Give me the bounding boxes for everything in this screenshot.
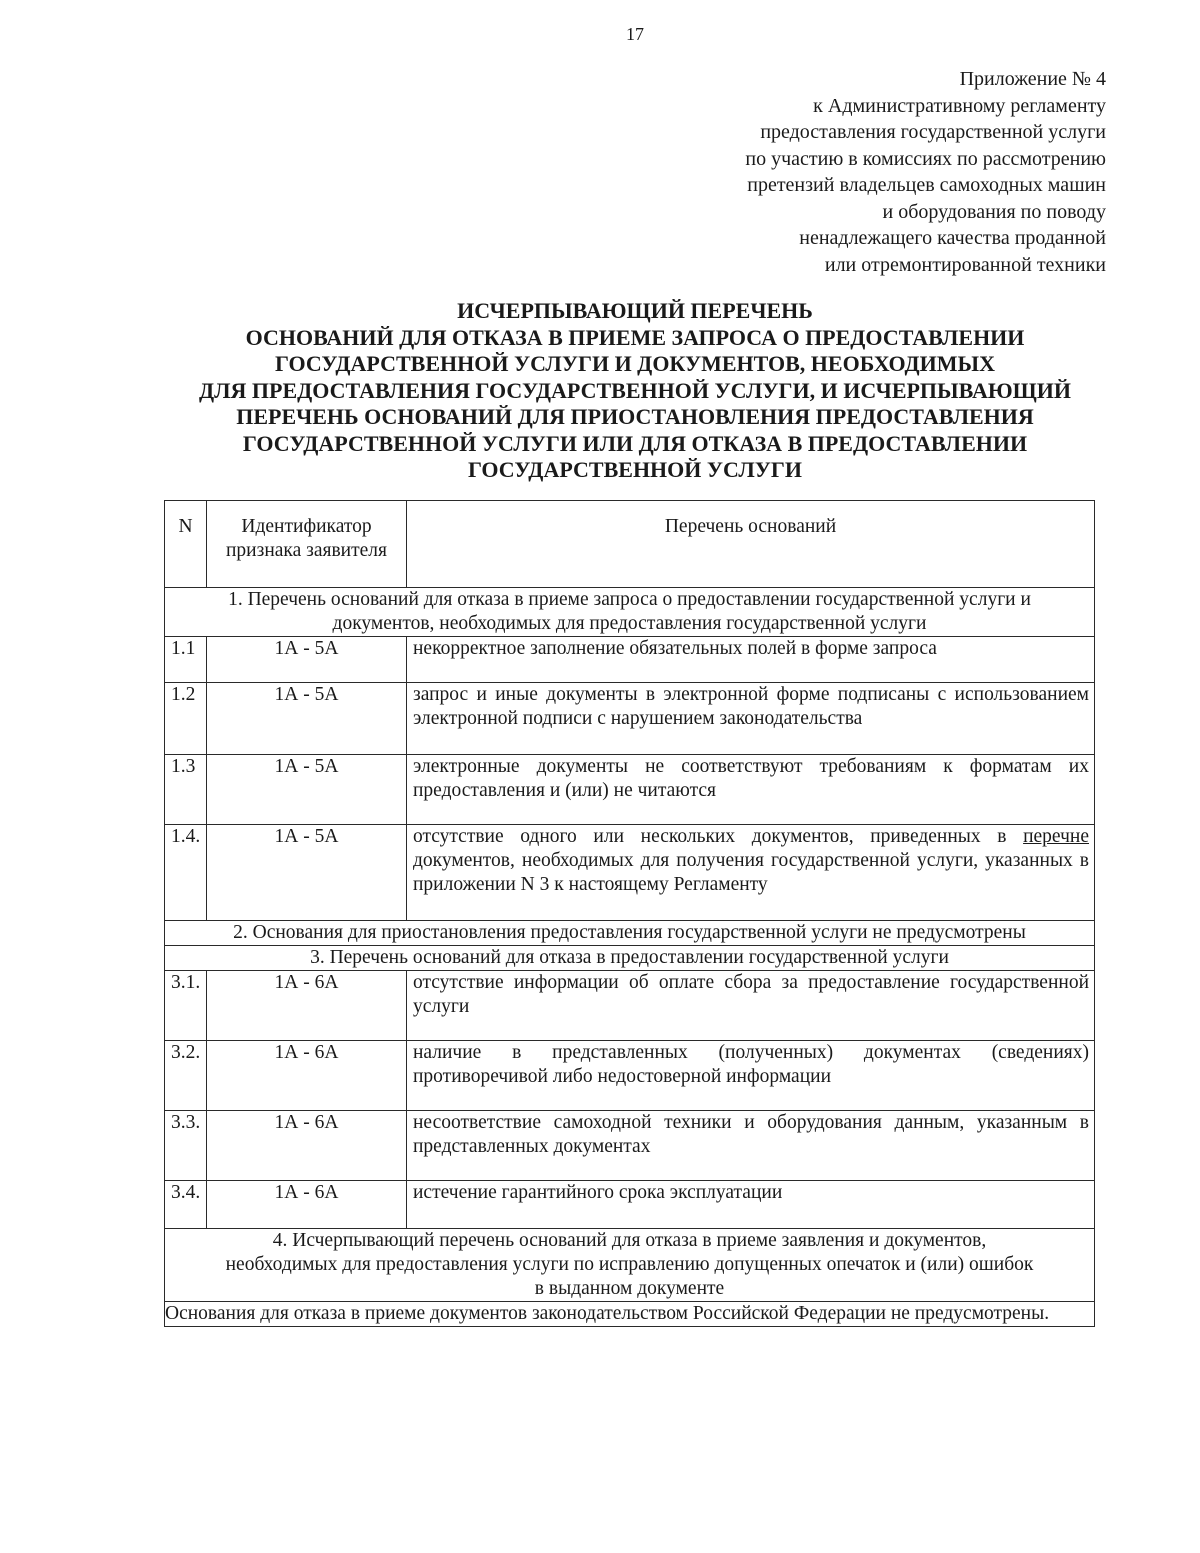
section-4-line: в выданном документе [534,1278,725,1299]
list-reference-link[interactable]: перечне [1023,826,1089,847]
section-row-1 [165,588,1095,637]
table-row [165,683,1095,755]
title-line: ДЛЯ ПРЕДОСТАВЛЕНИЯ ГОСУДАРСТВЕННОЙ УСЛУГИ, И ИСЧЕРПЫВАЮЩИЙ [199,377,1071,403]
document-title [120,298,1150,484]
table-row [165,825,1095,921]
header-n: N [165,501,207,588]
section-2-title: 2. Основания для приостановления предоставления государственной услуги не предусмотрены [165,921,1095,946]
row-text-part: документов, необходимых для получения государственной услуги, указанных в приложении N 3 к настоящему Регламенту [413,850,1089,895]
row-number: 3.1. [165,971,207,1041]
title-line: ИСЧЕРПЫВАЮЩИЙ ПЕРЕЧЕНЬ [457,298,813,323]
table-row [165,1041,1095,1111]
annex-line: претензий владельцев самоходных машин [747,174,1106,196]
section-4-line: 4. Исчерпывающий перечень оснований для отказа в приеме заявления и документов, [272,1230,987,1251]
section-3-title: 3. Перечень оснований для отказа в предоставлении государственной услуги [165,946,1095,971]
section-row-4 [165,1229,1095,1302]
row-identifier: 1А - 6А [207,1111,407,1181]
row-text: некорректное заполнение обязательных полей в форме запроса [407,637,1095,683]
annex-line: Приложение № 4 [959,68,1106,90]
annex-header [546,66,1106,278]
page-number: 17 [626,24,644,44]
row-number: 3.4. [165,1181,207,1229]
title-line: ОСНОВАНИЙ ДЛЯ ОТКАЗА В ПРИЕМЕ ЗАПРОСА О ПРЕДОСТАВЛЕНИИ [245,324,1025,350]
row-number: 1.3 [165,755,207,825]
annex-line: и оборудования по поводу [882,200,1106,223]
row-identifier: 1А - 5А [207,825,407,921]
header-identifier-line: Идентификатор [241,516,372,537]
table-row [165,755,1095,825]
title-line: ГОСУДАРСТВЕННОЙ УСЛУГИ И ДОКУМЕНТОВ, НЕОБХОДИМЫХ [275,351,995,376]
row-text: запрос и иные документы в электронной форме подписаны с использованием электронной подписи с нарушением законодательства [407,683,1095,755]
row-identifier: 1А - 5А [207,755,407,825]
annex-line: или отремонтированной техники [824,253,1106,276]
annex-line: ненадлежащего качества проданной [799,227,1106,249]
row-text-part: отсутствие одного или нескольких документов, приведенных в [413,826,1024,847]
row-identifier: 1А - 6А [207,1041,407,1111]
row-number: 3.2. [165,1041,207,1111]
row-number: 3.3. [165,1111,207,1181]
header-identifier [207,501,407,588]
section-4-title [165,1229,1095,1302]
table-row [165,1181,1095,1229]
row-text: несоответствие самоходной техники и оборудования данным, указанным в представленных документах [407,1111,1095,1181]
row-identifier: 1А - 6А [207,1181,407,1229]
row-text: истечение гарантийного срока эксплуатации [407,1181,1095,1229]
section-row-3 [165,946,1095,971]
row-text: наличие в представленных (полученных) документах (сведениях) противоречивой либо недостоверной информации [407,1041,1095,1111]
section-4-line: необходимых для предоставления услуги по исправлению допущенных опечаток и (или) ошибок [225,1254,1034,1275]
row-identifier: 1А - 5А [207,683,407,755]
table-header-row [165,501,1095,588]
annex-line: предоставления государственной услуги [760,121,1106,143]
section-1-title [165,588,1095,637]
section-1-line: документов, необходимых для предоставления государственной услуги [332,613,927,634]
final-text: Основания для отказа в приеме документов законодательством Российской Федерации не предусмотрены. [165,1302,1095,1327]
final-row [165,1302,1095,1327]
row-identifier: 1А - 6А [207,971,407,1041]
row-identifier: 1А - 5А [207,637,407,683]
row-number: 1.2 [165,683,207,755]
annex-line: к Административному регламенту [813,94,1106,117]
title-line: ПЕРЕЧЕНЬ ОСНОВАНИЙ ДЛЯ ПРИОСТАНОВЛЕНИЯ ПРЕДОСТАВЛЕНИЯ [236,404,1034,429]
row-text [407,825,1095,921]
title-line: ГОСУДАРСТВЕННОЙ УСЛУГИ [467,457,803,482]
section-row-2 [165,921,1095,946]
row-text: отсутствие информации об оплате сбора за предоставление государственной услуги [407,971,1095,1041]
table-row [165,971,1095,1041]
grounds-table [164,500,1095,1327]
row-number: 1.4. [165,825,207,921]
table-row [165,1111,1095,1181]
table-row [165,637,1095,683]
header-list: Перечень оснований [407,501,1095,588]
row-text: электронные документы не соответствуют требованиям к форматам их предоставления и (или) не читаются [407,755,1095,825]
header-identifier-line: признака заявителя [226,540,387,561]
title-line: ГОСУДАРСТВЕННОЙ УСЛУГИ ИЛИ ДЛЯ ОТКАЗА В ПРЕДОСТАВЛЕНИИ [242,430,1028,456]
annex-line: по участию в комиссиях по рассмотрению [745,147,1106,170]
row-number: 1.1 [165,637,207,683]
section-1-line: 1. Перечень оснований для отказа в приеме запроса о предоставлении государственной услуги и [228,589,1031,610]
